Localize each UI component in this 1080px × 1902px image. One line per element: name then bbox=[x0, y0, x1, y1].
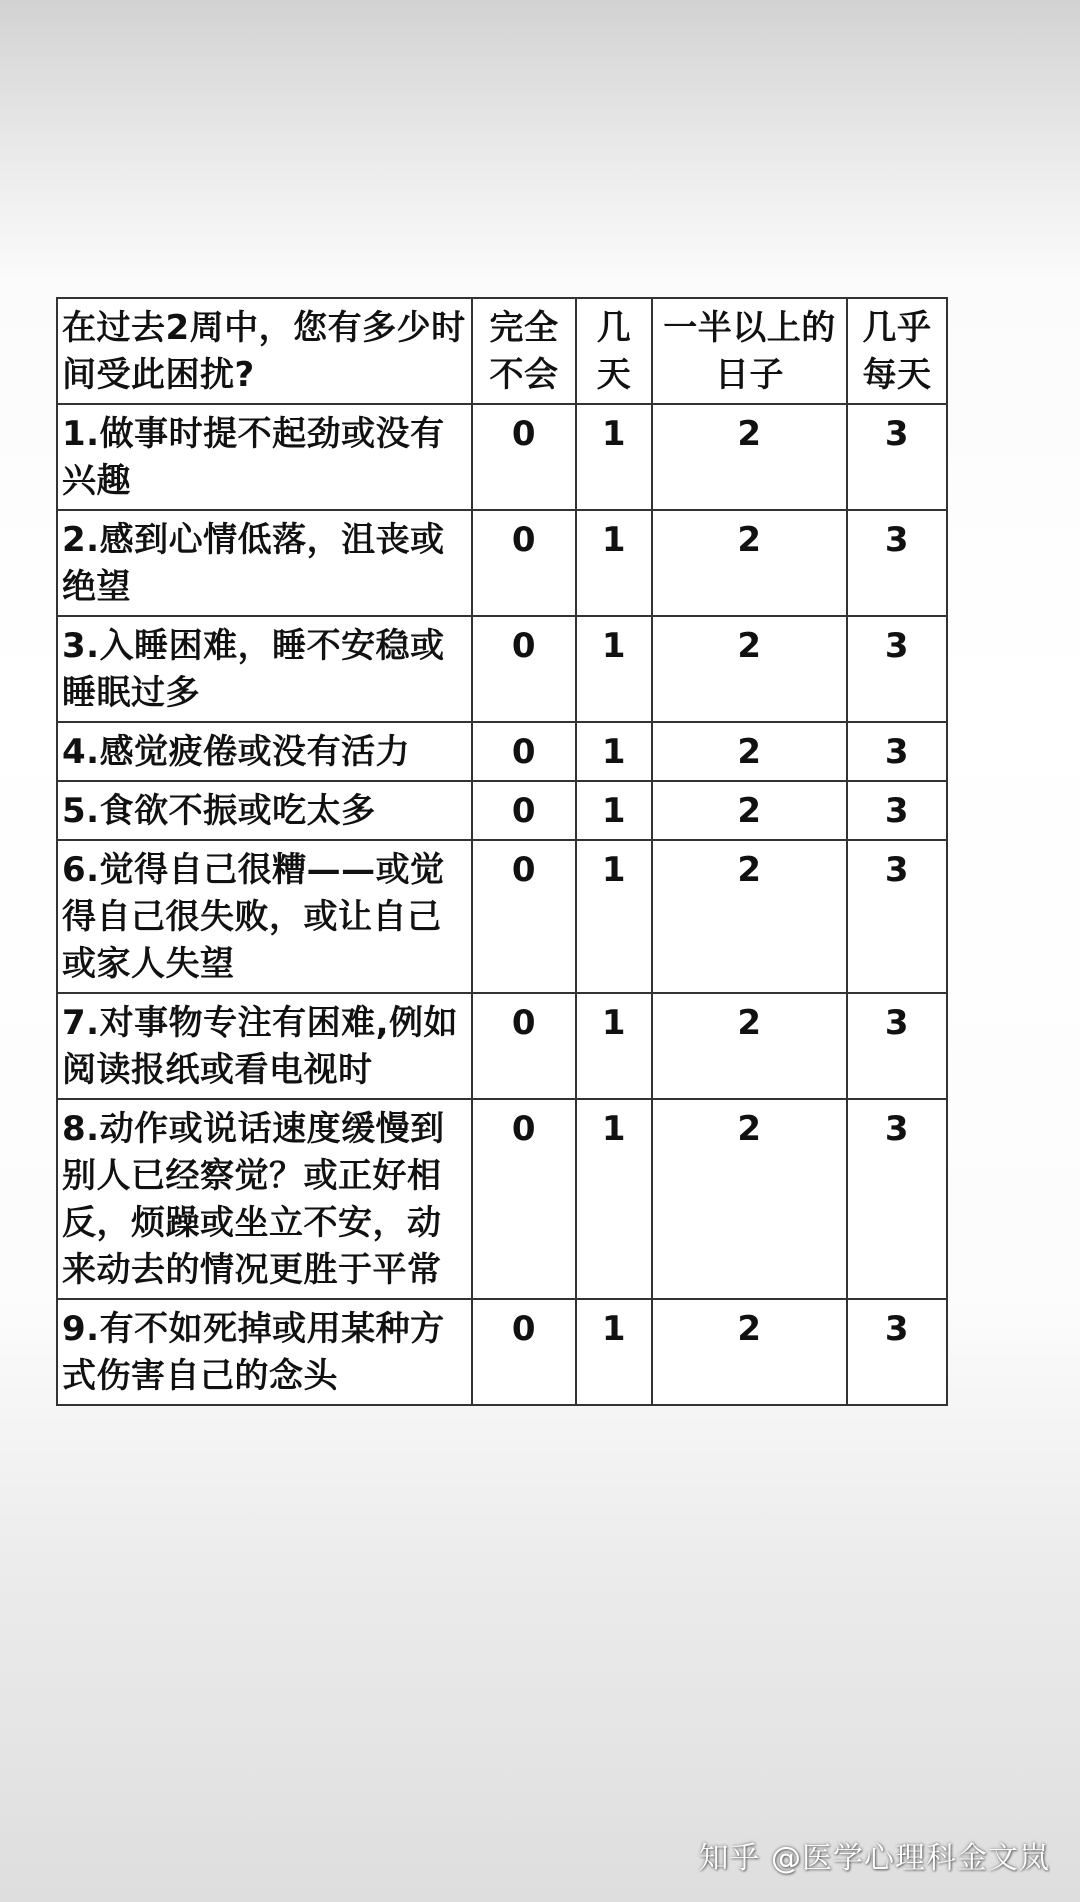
score-cell: 2 bbox=[652, 840, 847, 993]
question-cell: 6.觉得自己很糟——或觉得自己很失败，或让自己或家人失望 bbox=[57, 840, 472, 993]
question-cell: 5.食欲不振或吃太多 bbox=[57, 781, 472, 840]
question-cell: 1.做事时提不起劲或没有兴趣 bbox=[57, 404, 472, 510]
table-row bbox=[57, 510, 947, 616]
score-cell: 1 bbox=[576, 722, 652, 781]
score-cell: 3 bbox=[847, 510, 947, 616]
table-row bbox=[57, 404, 947, 510]
header-option-more-than-half: 一半以上的日子 bbox=[652, 298, 847, 404]
score-cell: 3 bbox=[847, 616, 947, 722]
phq9-questionnaire bbox=[56, 297, 946, 1406]
score-cell: 1 bbox=[576, 510, 652, 616]
score-cell: 3 bbox=[847, 1099, 947, 1299]
score-cell: 2 bbox=[652, 404, 847, 510]
score-cell: 0 bbox=[472, 993, 576, 1099]
question-cell: 9.有不如死掉或用某种方式伤害自己的念头 bbox=[57, 1299, 472, 1405]
header-option-not-at-all: 完全不会 bbox=[472, 298, 576, 404]
score-cell: 1 bbox=[576, 404, 652, 510]
score-cell: 3 bbox=[847, 722, 947, 781]
score-cell: 0 bbox=[472, 510, 576, 616]
score-cell: 2 bbox=[652, 781, 847, 840]
score-cell: 1 bbox=[576, 1099, 652, 1299]
table-row bbox=[57, 616, 947, 722]
score-cell: 0 bbox=[472, 840, 576, 993]
table-row bbox=[57, 1299, 947, 1405]
score-cell: 3 bbox=[847, 404, 947, 510]
score-cell: 2 bbox=[652, 993, 847, 1099]
question-cell: 2.感到心情低落，沮丧或绝望 bbox=[57, 510, 472, 616]
header-question: 在过去2周中，您有多少时间受此困扰? bbox=[57, 298, 472, 404]
phq9-table bbox=[56, 297, 948, 1406]
score-cell: 2 bbox=[652, 1299, 847, 1405]
score-cell: 0 bbox=[472, 616, 576, 722]
score-cell: 0 bbox=[472, 722, 576, 781]
score-cell: 2 bbox=[652, 510, 847, 616]
score-cell: 2 bbox=[652, 616, 847, 722]
score-cell: 1 bbox=[576, 840, 652, 993]
score-cell: 0 bbox=[472, 781, 576, 840]
question-cell: 3.入睡困难，睡不安稳或睡眠过多 bbox=[57, 616, 472, 722]
header-option-several-days: 几天 bbox=[576, 298, 652, 404]
zhihu-watermark: 知乎 @医学心理科金文岚 bbox=[698, 1841, 1050, 1876]
score-cell: 0 bbox=[472, 404, 576, 510]
table-header-row bbox=[57, 298, 947, 404]
score-cell: 0 bbox=[472, 1099, 576, 1299]
table-row bbox=[57, 993, 947, 1099]
score-cell: 1 bbox=[576, 1299, 652, 1405]
score-cell: 3 bbox=[847, 840, 947, 993]
score-cell: 3 bbox=[847, 993, 947, 1099]
table-row bbox=[57, 722, 947, 781]
table-row bbox=[57, 840, 947, 993]
score-cell: 1 bbox=[576, 993, 652, 1099]
score-cell: 2 bbox=[652, 722, 847, 781]
table-row bbox=[57, 781, 947, 840]
header-option-nearly-every-day: 几乎每天 bbox=[847, 298, 947, 404]
score-cell: 1 bbox=[576, 616, 652, 722]
table-row bbox=[57, 1099, 947, 1299]
question-cell: 8.动作或说话速度缓慢到别人已经察觉？或正好相反，烦躁或坐立不安，动来动去的情况更胜于平常 bbox=[57, 1099, 472, 1299]
score-cell: 3 bbox=[847, 1299, 947, 1405]
score-cell: 3 bbox=[847, 781, 947, 840]
score-cell: 0 bbox=[472, 1299, 576, 1405]
question-cell: 7.对事物专注有困难,例如阅读报纸或看电视时 bbox=[57, 993, 472, 1099]
question-cell: 4.感觉疲倦或没有活力 bbox=[57, 722, 472, 781]
score-cell: 1 bbox=[576, 781, 652, 840]
score-cell: 2 bbox=[652, 1099, 847, 1299]
